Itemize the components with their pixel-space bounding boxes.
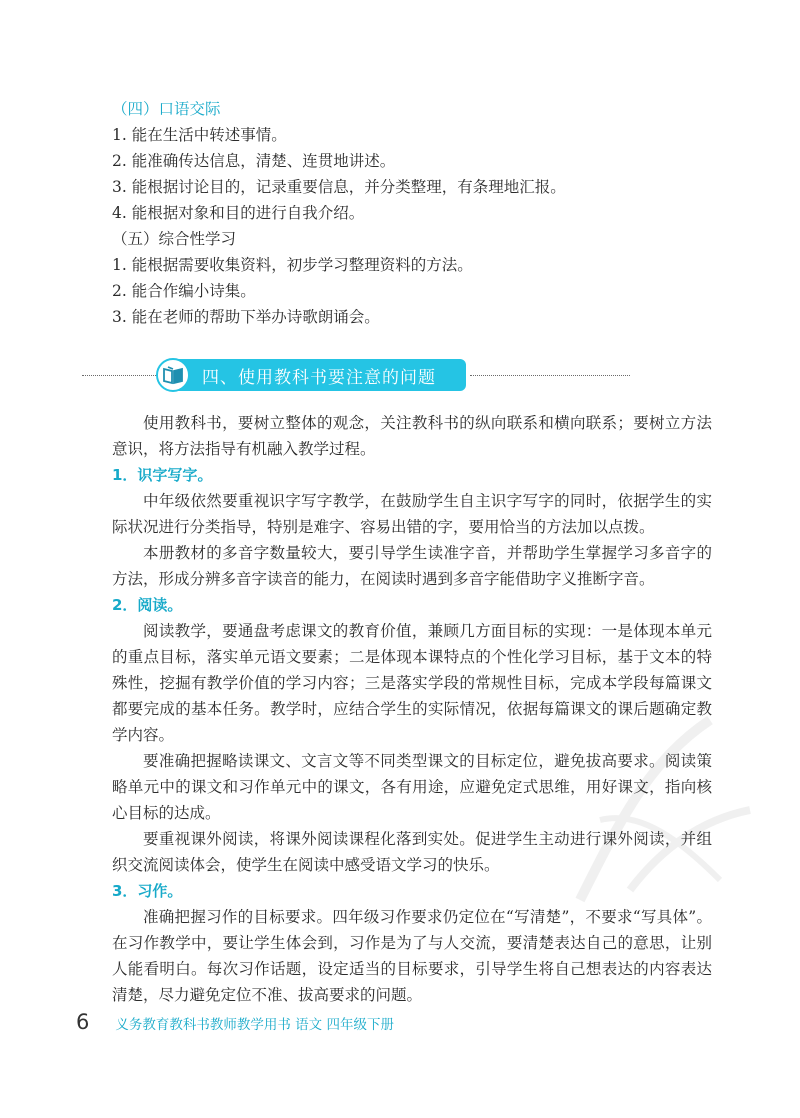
paragraph: 本册教材的多音字数量较大，要引导学生读准字音，并帮助学生掌握学习多音字的方法，形成分辨多音字读音的能力，在阅读时遇到多音字能借助字义推断字音。 [112, 544, 712, 588]
comprehensive-item: 3. 能在老师的帮助下举办诗歌朗诵会。 [112, 308, 380, 326]
open-book-icon [156, 358, 190, 392]
oral-item: 1. 能在生活中转述事情。 [112, 126, 287, 144]
comprehensive-item: 2. 能合作编小诗集。 [112, 282, 256, 300]
paragraph: 阅读教学，要通盘考虑课文的教育价值，兼顾几方面目标的实现：一是体现本单元的重点目标，落实单元语文要素；二是体现本课特点的个性化学习目标，基于文本的特殊性，挖掘有教学价值的学习内容；三是落实学段的常规性目标，完成本学段每篇课文都要完成的基本任务。教学时，应结合学生的实际情况，依据每篇课文的课后题确定教学内容。 [112, 622, 712, 744]
oral-item: 3. 能根据讨论目的，记录重要信息，并分类整理，有条理地汇报。 [112, 178, 566, 196]
subheading-writing: 3．习作。 [112, 882, 183, 900]
page-number: 6 [76, 1010, 90, 1034]
oral-item: 4. 能根据对象和目的进行自我介绍。 [112, 204, 365, 222]
banner-bar [160, 359, 466, 391]
section-banner [112, 356, 712, 396]
paragraph: 中年级依然要重视识字写字教学，在鼓励学生自主识字写字的同时，依据学生的实际状况进行分类指导，特别是难字、容易出错的字，要用恰当的方法加以点拨。 [112, 492, 712, 536]
dotted-rule-right [470, 375, 630, 376]
banner-title: 四、使用教科书要注意的问题 [202, 367, 436, 388]
oral-heading: （四）口语交际 [112, 100, 221, 118]
page-footer [76, 1010, 394, 1034]
paragraph: 准确把握习作的目标要求。四年级习作要求仍定位在“写清楚”，不要求“写具体”。在习作教学中，要让学生体会到，习作是为了与人交流，要清楚表达自己的意思，让别人能看明白。每次习作话题，设定适当的目标要求，引导学生将自己想表达的内容表达清楚，尽力避免定位不准、拔高要求的问题。 [112, 908, 712, 1004]
dotted-rule-left [82, 375, 158, 376]
paragraph: 要重视课外阅读，将课外阅读课程化落到实处。促进学生主动进行课外阅读，并组织交流阅读体会，使学生在阅读中感受语文学习的快乐。 [112, 830, 712, 874]
comprehensive-item: 1. 能根据需要收集资料，初步学习整理资料的方法。 [112, 256, 473, 274]
comprehensive-heading: （五）综合性学习 [112, 230, 237, 248]
intro-paragraph: 使用教科书，要树立整体的观念，关注教科书的纵向联系和横向联系；要树立方法意识，将方法指导有机融入教学过程。 [112, 414, 712, 458]
subheading-literacy: 1．识字写字。 [112, 466, 213, 484]
page-content [112, 96, 712, 1008]
oral-item: 2. 能准确传达信息，清楚、连贯地讲述。 [112, 152, 396, 170]
book-title: 义务教育教科书教师教学用书 语文 四年级下册 [115, 1017, 394, 1033]
paragraph: 要准确把握略读课文、文言文等不同类型课文的目标定位，避免拔高要求。阅读策略单元中的课文和习作单元中的课文，各有用途，应避免定式思维，用好课文，指向核心目标的达成。 [112, 752, 712, 822]
subheading-reading: 2．阅读。 [112, 596, 183, 614]
